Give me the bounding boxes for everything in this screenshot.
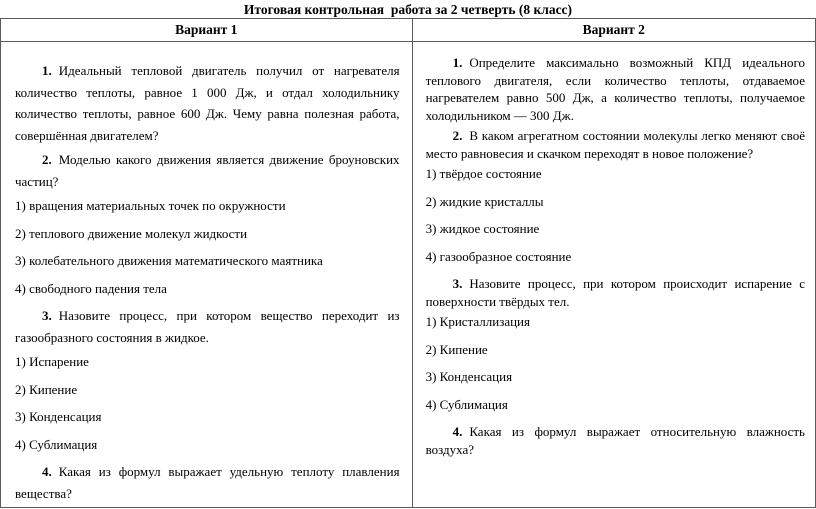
question-number: 2. — [452, 128, 463, 143]
v2-q2-option-4: 4) газообразное состояние — [425, 248, 572, 264]
v1-q3-option-4: 4) Сублимация — [15, 436, 98, 452]
v1-q2-option-1: 1) вращения материальных точек по окружности — [15, 198, 286, 213]
variants-table — [0, 18, 816, 508]
question-text: В каком агрегатном состоянии молекулы легко меняют своё место равновесия и скачком переходят в новое положение? — [425, 128, 805, 161]
question-text: Идеальный тепловой двигатель получил от нагревателя количество теплоты, равное 1 000 Дж, и отдал холодильнику количество теплоты, равное 600 Дж. Чему равна полезная работа, совершённая двигателем? — [15, 63, 400, 143]
document-title: Итоговая контрольная работа за 2 четверть (8 класс) — [243, 2, 573, 17]
v2-q2-option-1: 1) твёрдое состояние — [425, 166, 542, 181]
v2-q3-option-2: 2) Кипение — [425, 341, 488, 357]
v1-question-4 — [15, 461, 400, 504]
v2-q3-option-3: 3) Конденсация — [425, 369, 513, 384]
question-number: 3. — [452, 276, 463, 291]
question-text: Назовите процесс, при котором вещество переходит из газообразного состояния в жидкое. — [15, 308, 400, 345]
variant-2-header: Вариант 2 — [412, 19, 815, 42]
question-number: 1. — [42, 63, 52, 78]
question-number: 4. — [42, 464, 52, 479]
question-text: Назовите процесс, при котором происходит испарение с поверхности твёрдых тел. — [425, 276, 805, 309]
v2-q3-option-4: 4) Сублимация — [425, 396, 508, 412]
table-body-row — [1, 42, 816, 508]
table-header-row — [1, 19, 816, 42]
question-text: Моделью какого движения является движение броуновских частиц? — [15, 152, 400, 189]
v1-q2-option-3: 3) колебательного движения математического маятника — [15, 253, 323, 268]
question-number: 3. — [42, 308, 52, 323]
v1-question-1 — [15, 60, 400, 146]
v1-question-3 — [15, 305, 400, 348]
v1-q2-option-4: 4) свободного падения тела — [15, 280, 167, 296]
v1-q3-option-3: 3) Конденсация — [15, 409, 102, 424]
v2-question-3 — [426, 275, 805, 310]
v2-question-2 — [426, 127, 805, 162]
question-number: 2. — [42, 152, 52, 167]
v2-question-4 — [426, 423, 805, 458]
v2-q2-option-3: 3) жидкое состояние — [425, 221, 540, 236]
v1-q3-option-2: 2) Кипение — [15, 381, 78, 397]
question-number: 1. — [452, 55, 463, 70]
variant-2-cell — [412, 42, 815, 508]
question-text: Какая из формул выражает удельную теплоту плавления вещества? — [15, 464, 400, 501]
v2-q3-option-1: 1) Кристаллизация — [425, 314, 530, 329]
variant-1-cell — [1, 42, 413, 508]
question-text: Определите максимально возможный КПД идеального теплового двигателя, если количество теплоты, отдаваемое нагревателем равно 500 Дж, а количество теплоты, получаемое холодильником — 300 Дж. — [425, 55, 805, 123]
variant-1-header: Вариант 1 — [1, 19, 413, 42]
v2-q2-option-2: 2) жидкие кристаллы — [425, 193, 544, 209]
v2-question-1 — [426, 54, 805, 124]
question-text: Какая из формул выражает относительную влажность воздуха? — [425, 424, 805, 457]
question-number: 4. — [452, 424, 463, 439]
v1-question-2 — [15, 149, 400, 192]
v1-q2-option-2: 2) теплового движение молекул жидкости — [15, 225, 248, 241]
v1-q3-option-1: 1) Испарение — [15, 354, 89, 369]
